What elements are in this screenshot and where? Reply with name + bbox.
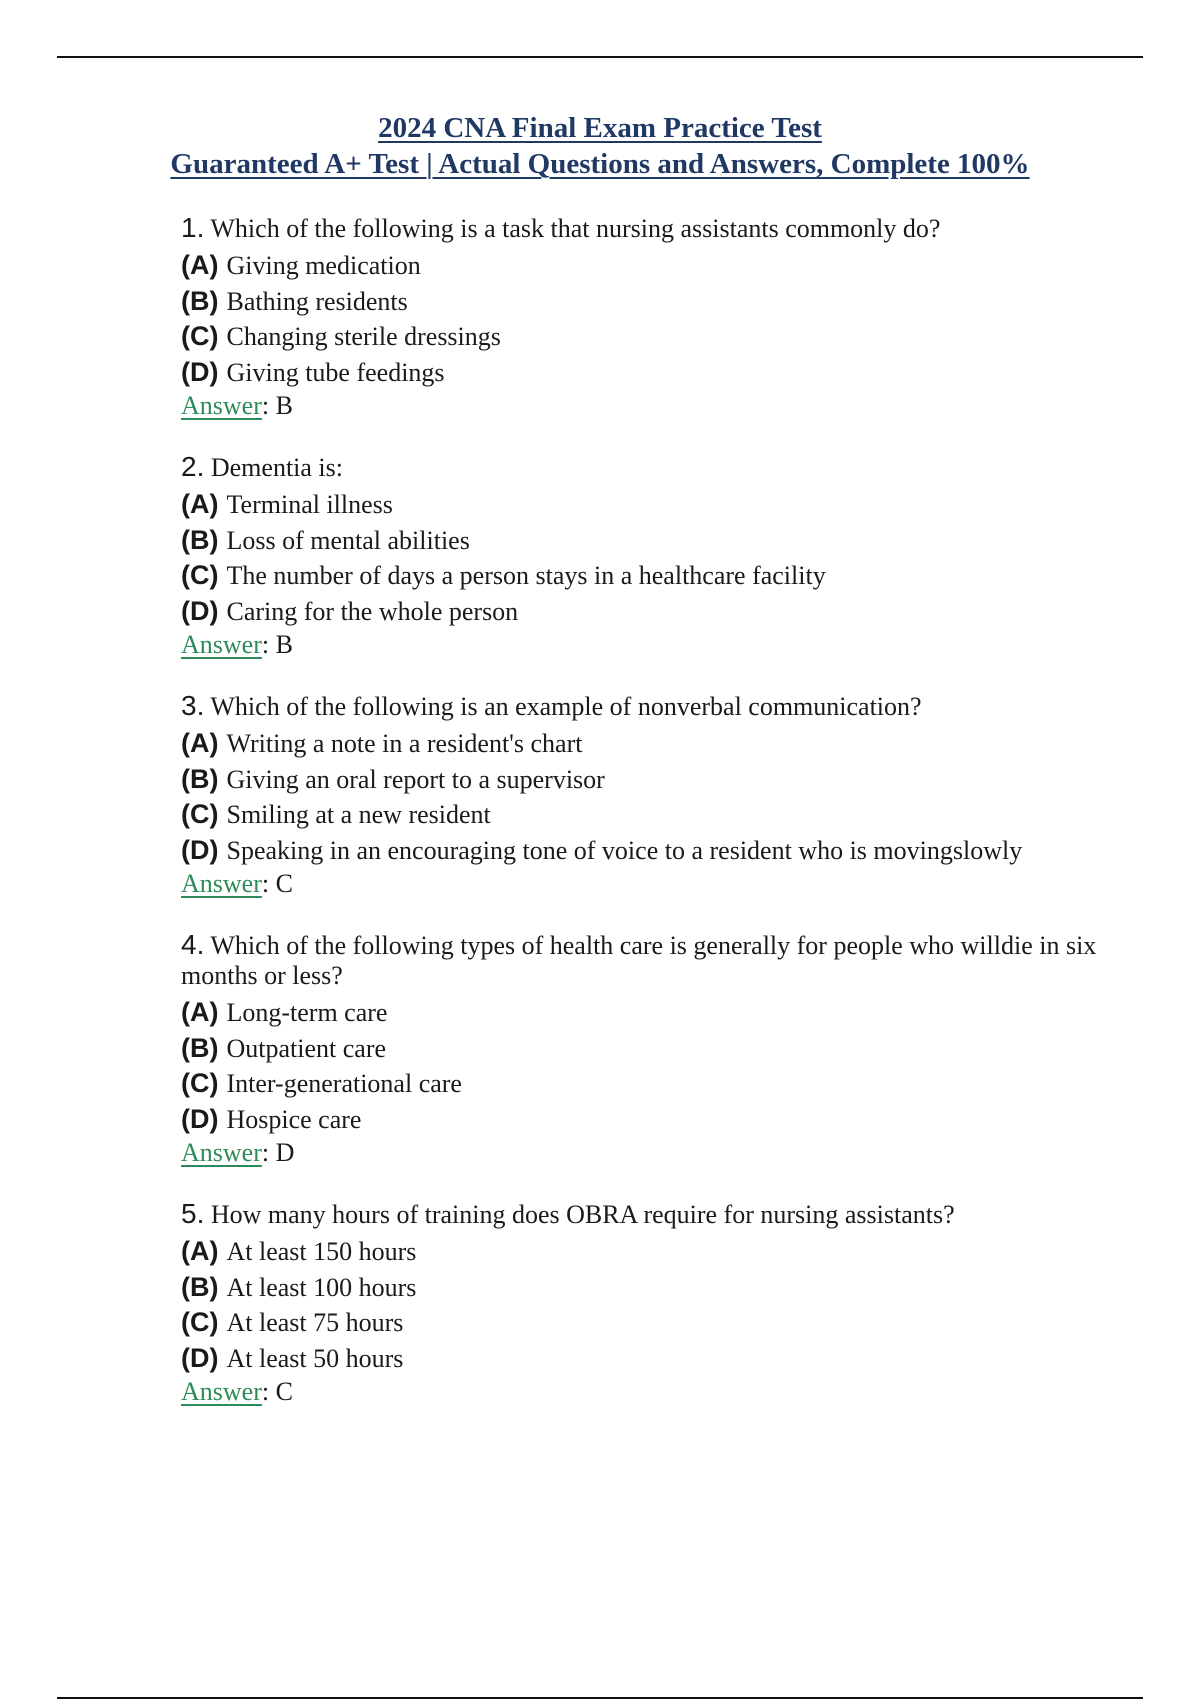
option-text: Giving medication [226, 251, 421, 280]
question-4 [181, 930, 1141, 1169]
answer-label: Answer [181, 391, 262, 420]
question-number: 3. [181, 690, 205, 721]
option-text: At least 50 hours [226, 1343, 404, 1373]
answer-value: : C [261, 1377, 293, 1406]
option-text: Loss of mental abilities [226, 525, 470, 555]
answer-option [181, 995, 1141, 1031]
option-letter: (C) [181, 799, 219, 829]
option-letter: (A) [181, 997, 219, 1027]
question-number: 4. [181, 929, 205, 960]
answer-option [181, 1305, 1141, 1341]
answer-option [181, 523, 1141, 559]
answer-value: : B [261, 630, 293, 659]
option-text: Giving tube feedings [226, 357, 445, 387]
answer-line [181, 1137, 1141, 1169]
answer-option [181, 1341, 1141, 1377]
answer-option [181, 319, 1141, 355]
option-letter: (D) [181, 1342, 219, 1373]
answer-option [181, 1066, 1141, 1102]
option-letter: (C) [181, 321, 219, 351]
option-letter: (C) [181, 1068, 219, 1098]
option-text: Outpatient care [226, 1033, 387, 1063]
answer-label: Answer [181, 1377, 262, 1406]
option-text: The number of days a person stays in a healthcare facility [226, 561, 826, 590]
answer-option [181, 594, 1141, 630]
answer-label: Answer [181, 869, 262, 898]
option-text: Changing sterile dressings [226, 322, 501, 351]
question-5 [181, 1199, 1141, 1408]
question-2 [181, 452, 1141, 661]
option-letter: (A) [181, 1236, 219, 1266]
question-text: Which of the following types of health care is generally for people who willdie in six months or less? [181, 931, 1097, 990]
answer-value: : D [261, 1138, 295, 1167]
answer-option [181, 833, 1141, 869]
option-text: Terminal illness [226, 490, 393, 519]
option-letter: (D) [181, 595, 219, 626]
question-text: Which of the following is a task that nursing assistants commonly do? [210, 214, 941, 243]
option-letter: (C) [181, 1307, 219, 1337]
answer-label: Answer [181, 1138, 262, 1167]
answer-value: : B [261, 391, 293, 420]
answer-line [181, 868, 1141, 900]
option-letter: (A) [181, 250, 219, 280]
answer-option [181, 726, 1141, 762]
option-text: Caring for the whole person [226, 596, 519, 626]
document-subtitle: Guaranteed A+ Test | Actual Questions and Answers, Complete 100% [170, 148, 1030, 180]
option-letter: (D) [181, 834, 219, 865]
question-stem [181, 1199, 1141, 1230]
answer-option [181, 1234, 1141, 1270]
answer-line [181, 390, 1141, 422]
answer-option [181, 1102, 1141, 1138]
option-letter: (B) [181, 1032, 219, 1063]
option-text: Smiling at a new resident [226, 800, 491, 829]
document-title: 2024 CNA Final Exam Practice Test [378, 112, 822, 144]
question-stem [181, 930, 1141, 991]
question-list [181, 213, 1141, 1438]
question-number: 1. [181, 212, 205, 243]
option-letter: (A) [181, 728, 219, 758]
answer-option [181, 762, 1141, 798]
option-text: Speaking in an encouraging tone of voice to a resident who is movingslowly [226, 835, 1023, 865]
option-letter: (A) [181, 489, 219, 519]
answer-label: Answer [181, 630, 262, 659]
answer-option [181, 487, 1141, 523]
answer-option [181, 355, 1141, 391]
option-text: At least 100 hours [226, 1272, 417, 1302]
question-stem [181, 213, 1141, 244]
answer-value: : C [261, 869, 293, 898]
option-letter: (D) [181, 356, 219, 387]
question-3 [181, 691, 1141, 900]
option-text: At least 150 hours [226, 1237, 417, 1266]
answer-option [181, 248, 1141, 284]
answer-option [181, 797, 1141, 833]
bottom-rule [57, 1697, 1143, 1699]
answer-option [181, 1270, 1141, 1306]
option-text: Inter-generational care [226, 1069, 462, 1098]
answer-option [181, 558, 1141, 594]
option-text: Giving an oral report to a supervisor [226, 764, 605, 794]
question-text: How many hours of training does OBRA require for nursing assistants? [210, 1200, 955, 1229]
question-text: Dementia is: [210, 453, 343, 482]
option-letter: (B) [181, 285, 219, 316]
answer-line [181, 1376, 1141, 1408]
option-letter: (C) [181, 560, 219, 590]
option-text: Long-term care [226, 998, 388, 1027]
option-letter: (B) [181, 1271, 219, 1302]
option-letter: (B) [181, 763, 219, 794]
question-text: Which of the following is an example of nonverbal communication? [210, 692, 922, 721]
option-text: At least 75 hours [226, 1308, 404, 1337]
answer-option [181, 1031, 1141, 1067]
option-letter: (B) [181, 524, 219, 555]
top-rule [57, 56, 1143, 58]
document-header [0, 110, 1200, 182]
answer-option [181, 284, 1141, 320]
question-1 [181, 213, 1141, 422]
option-text: Hospice care [226, 1104, 362, 1134]
answer-line [181, 629, 1141, 661]
option-text: Bathing residents [226, 286, 408, 316]
option-text: Writing a note in a resident's chart [226, 729, 583, 758]
option-letter: (D) [181, 1103, 219, 1134]
question-stem [181, 691, 1141, 722]
question-stem [181, 452, 1141, 483]
question-number: 5. [181, 1198, 205, 1229]
question-number: 2. [181, 451, 205, 482]
